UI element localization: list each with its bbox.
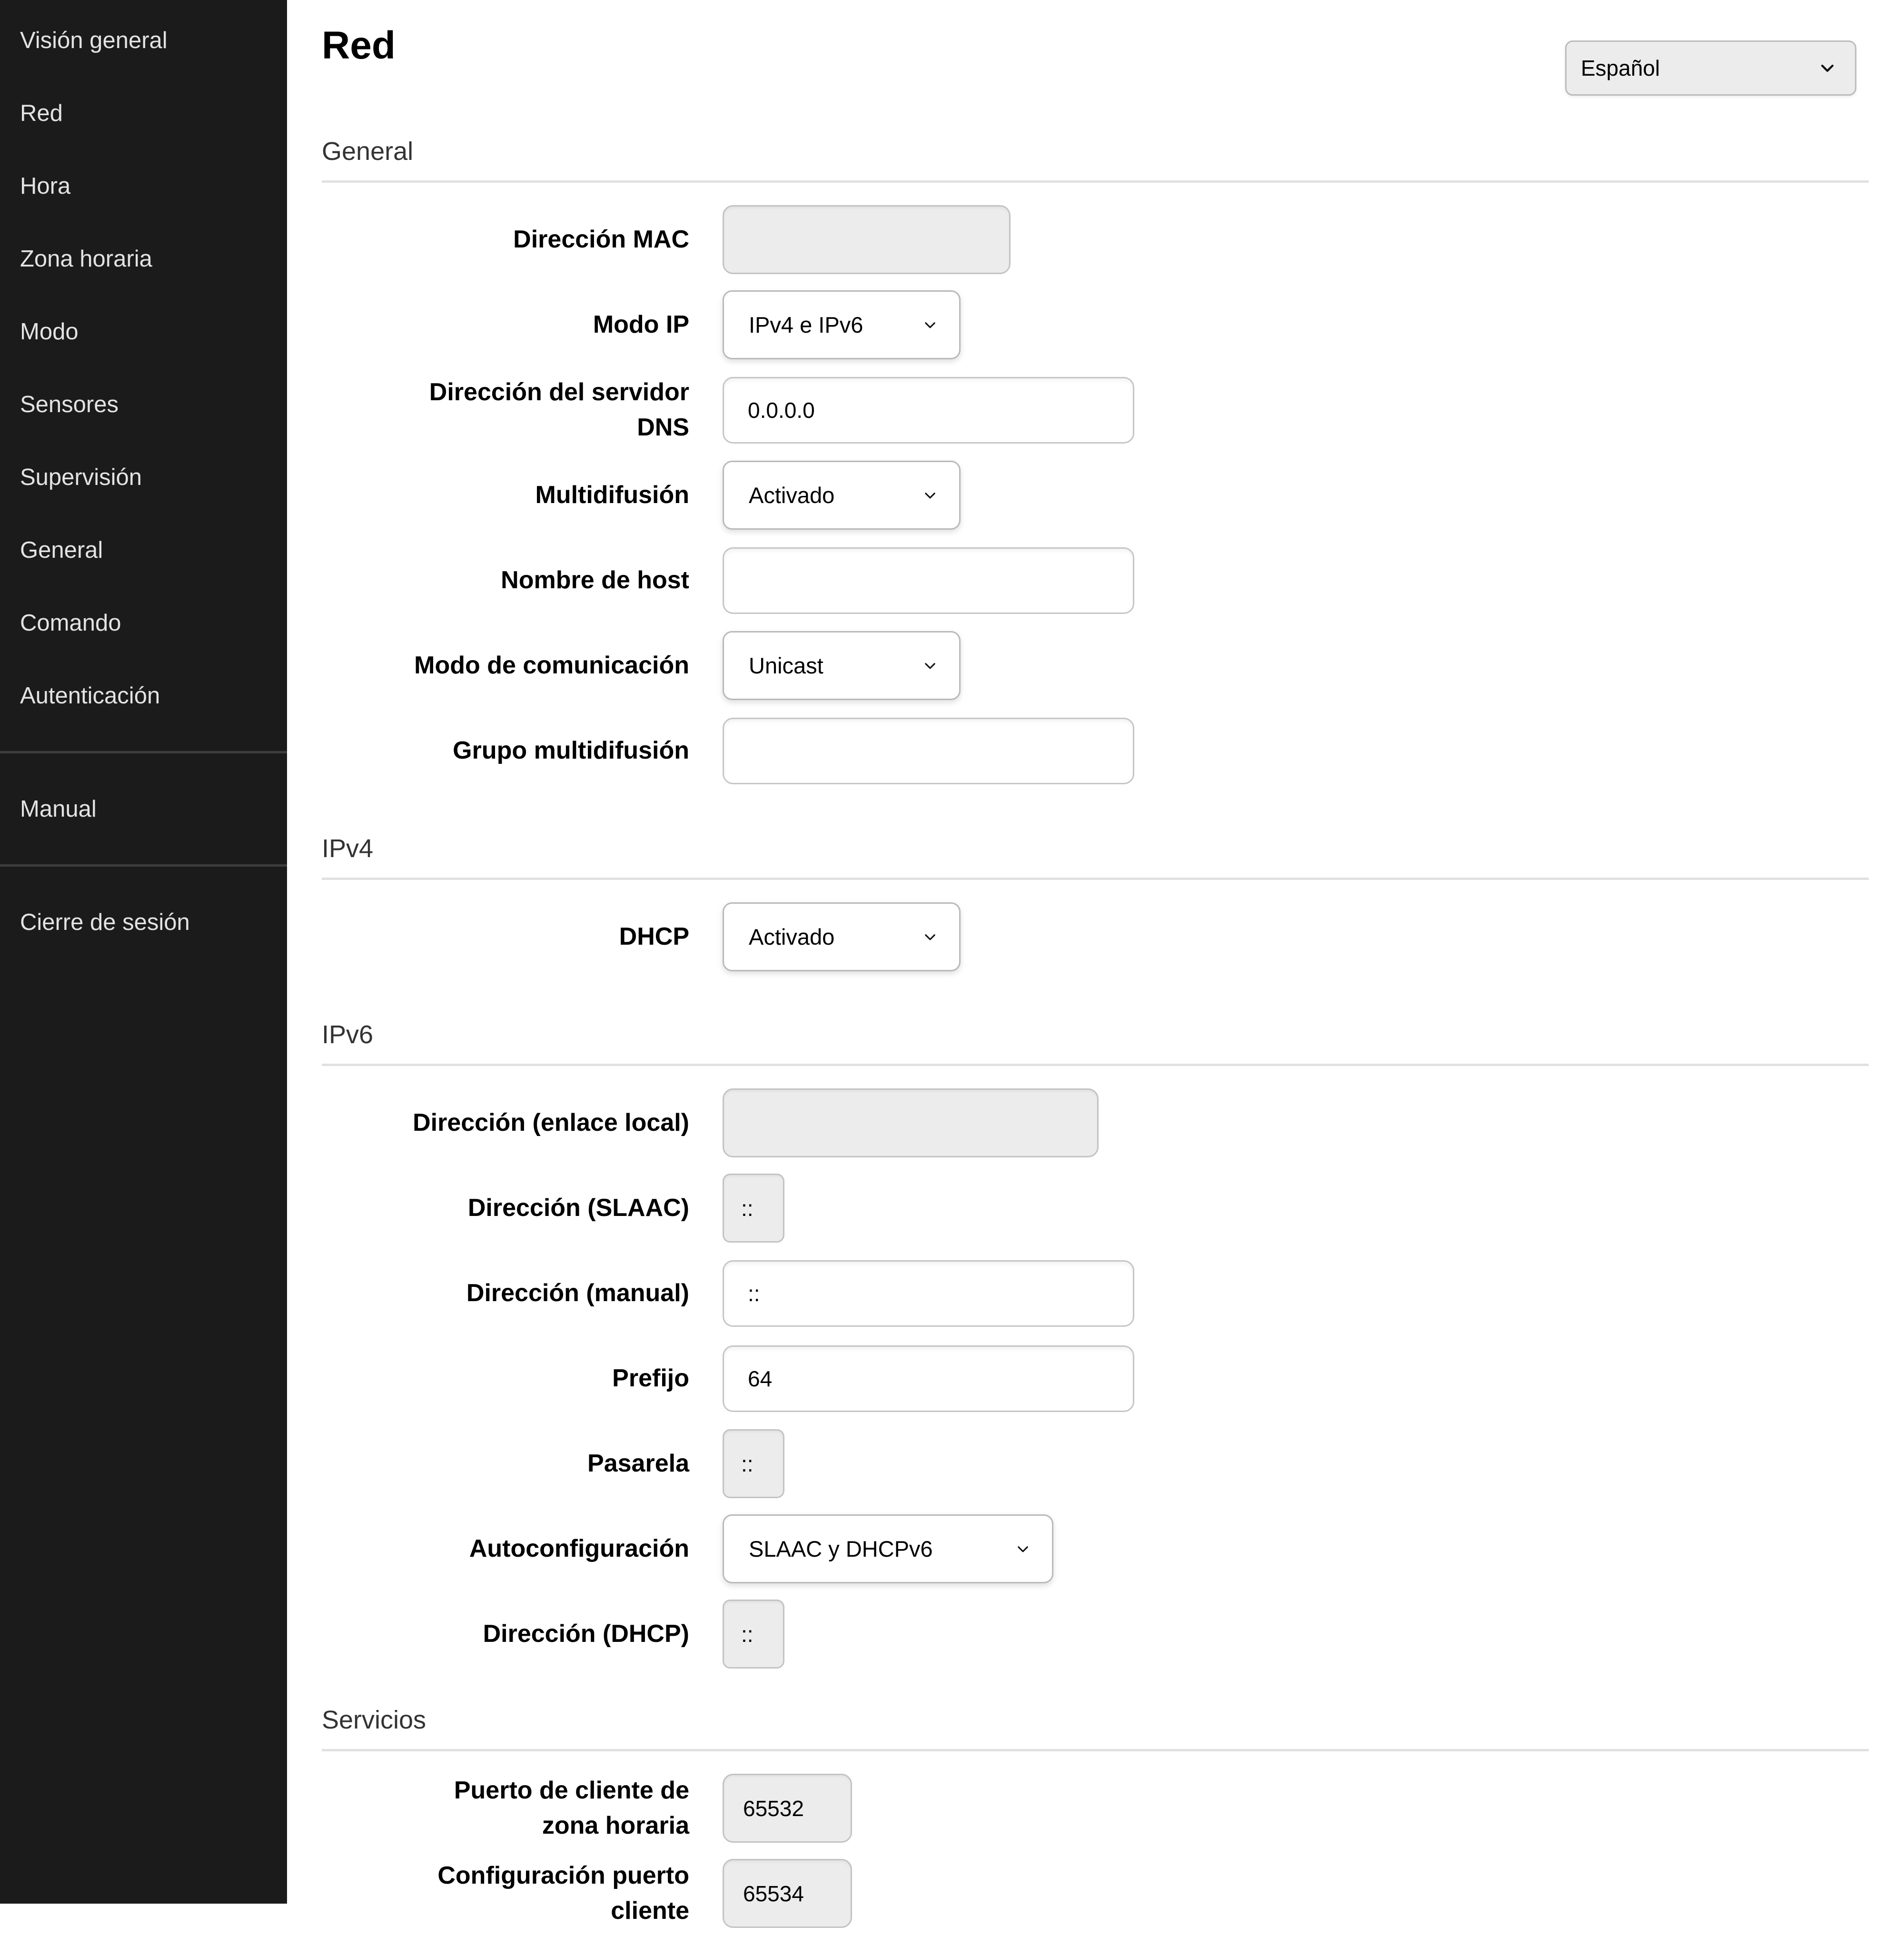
configuracion-puerto-cliente-label: Configuración puerto cliente (437, 1861, 689, 1925)
direccion-servidor-dns-label: Dirección del servidor DNS (429, 378, 689, 441)
row-direccion-servidor-dns (322, 367, 1869, 453)
language-select-value: Español (1581, 56, 1660, 80)
nombre-de-host-input[interactable] (723, 547, 1134, 614)
section-rows-general (322, 183, 1869, 793)
row-dhcp (322, 894, 1869, 979)
row-direccion-dhcp (322, 1591, 1869, 1677)
prefijo-input[interactable] (723, 1345, 1134, 1412)
row-puerto-cliente-zona-horaria (322, 1766, 1869, 1851)
chevron-down-icon (922, 658, 938, 674)
chevron-down-icon (922, 317, 938, 333)
modo-ip-select-value: IPv4 e IPv6 (749, 312, 863, 337)
multidifusion-select[interactable] (723, 461, 961, 530)
sidebar-item-hora[interactable]: Hora (20, 173, 71, 199)
sidebar-item-red[interactable]: Red (20, 100, 63, 126)
dhcp-select[interactable] (723, 902, 961, 971)
dhcp-select-value: Activado (749, 924, 835, 949)
prefijo-label: Prefijo (612, 1364, 689, 1392)
chevron-down-icon (1015, 1541, 1031, 1557)
row-nombre-de-host (322, 538, 1869, 623)
autoconfiguracion-select-value: SLAAC y DHCPv6 (749, 1536, 933, 1561)
row-modo-ip (322, 282, 1869, 367)
form-sections (322, 137, 1869, 1936)
direccion-manual-input[interactable] (723, 1260, 1134, 1327)
row-prefijo (322, 1336, 1869, 1421)
autoconfiguracion-label: Autoconfiguración (469, 1534, 689, 1562)
row-grupo-multidifusion (322, 708, 1869, 793)
direccion-enlace-local-readonly-field (723, 1088, 1099, 1157)
direccion-slaac-readonly-field (723, 1174, 784, 1243)
sidebar (0, 0, 287, 1904)
direccion-mac-readonly-field (723, 205, 1011, 274)
section-heading-ipv6: IPv6 (322, 1020, 1869, 1066)
row-multidifusion (322, 453, 1869, 538)
direccion-servidor-dns-input[interactable] (723, 377, 1134, 444)
section-rows-ipv6 (322, 1066, 1869, 1677)
section-heading-ipv4: IPv4 (322, 834, 1869, 880)
modo-de-comunicacion-label: Modo de comunicación (414, 651, 689, 679)
direccion-mac-label: Dirección MAC (513, 225, 689, 253)
row-configuracion-puerto-cliente (322, 1851, 1869, 1936)
puerto-cliente-zona-horaria-label: Puerto de cliente de zona horaria (454, 1776, 689, 1839)
page-title: Red (322, 24, 396, 67)
row-pasarela (322, 1421, 1869, 1506)
modo-ip-label: Modo IP (593, 310, 689, 338)
modo-ip-select[interactable] (723, 290, 961, 359)
pasarela-readonly-field (723, 1429, 784, 1498)
multidifusion-select-value: Activado (749, 483, 835, 508)
grupo-multidifusion-label: Grupo multidifusión (453, 736, 689, 764)
direccion-dhcp-label: Dirección (DHCP) (483, 1620, 689, 1648)
sidebar-item-modo[interactable]: Modo (20, 318, 79, 345)
configuracion-puerto-cliente-readonly-field (723, 1859, 852, 1928)
row-direccion-enlace-local (322, 1080, 1869, 1166)
sidebar-item-supervision[interactable]: Supervisión (20, 464, 142, 490)
section-rows-servicios (322, 1751, 1869, 1936)
modo-de-comunicacion-select-value: Unicast (749, 653, 823, 678)
direccion-enlace-local-label: Dirección (enlace local) (413, 1108, 689, 1136)
direccion-manual-label: Dirección (manual) (466, 1279, 689, 1307)
sidebar-item-general[interactable]: General (20, 537, 103, 563)
row-direccion-slaac (322, 1166, 1869, 1251)
section-heading-servicios: Servicios (322, 1705, 1869, 1751)
row-direccion-mac (322, 197, 1869, 282)
section-rows-ipv4 (322, 880, 1869, 979)
modo-de-comunicacion-select[interactable] (723, 631, 961, 700)
row-modo-de-comunicacion (322, 623, 1869, 708)
puerto-cliente-zona-horaria-readonly-field (723, 1774, 852, 1843)
direccion-slaac-label: Dirección (SLAAC) (467, 1194, 689, 1222)
chevron-down-icon (922, 929, 938, 945)
sidebar-item-manual[interactable]: Manual (20, 796, 97, 822)
sidebar-divider (0, 864, 287, 867)
row-autoconfiguracion (322, 1506, 1869, 1591)
sidebar-item-vision-general[interactable]: Visión general (20, 27, 168, 53)
autoconfiguracion-select[interactable] (723, 1514, 1053, 1583)
grupo-multidifusion-input[interactable] (723, 718, 1134, 784)
chevron-down-icon (922, 487, 938, 504)
multidifusion-label: Multidifusión (535, 481, 689, 509)
dhcp-label: DHCP (619, 922, 689, 950)
sidebar-item-sensores[interactable]: Sensores (20, 391, 119, 417)
sidebar-item-zona-horaria[interactable]: Zona horaria (20, 246, 152, 272)
main-content (287, 0, 1904, 1925)
sidebar-item-autenticacion[interactable]: Autenticación (20, 682, 160, 709)
sidebar-item-comando[interactable]: Comando (20, 610, 121, 636)
section-heading-general: General (322, 137, 1869, 183)
row-direccion-manual (322, 1251, 1869, 1336)
nombre-de-host-label: Nombre de host (501, 566, 689, 594)
direccion-dhcp-readonly-field (723, 1600, 784, 1669)
pasarela-label: Pasarela (587, 1449, 689, 1477)
sidebar-divider (0, 751, 287, 753)
sidebar-item-cierre-de-sesion[interactable]: Cierre de sesión (20, 909, 190, 935)
